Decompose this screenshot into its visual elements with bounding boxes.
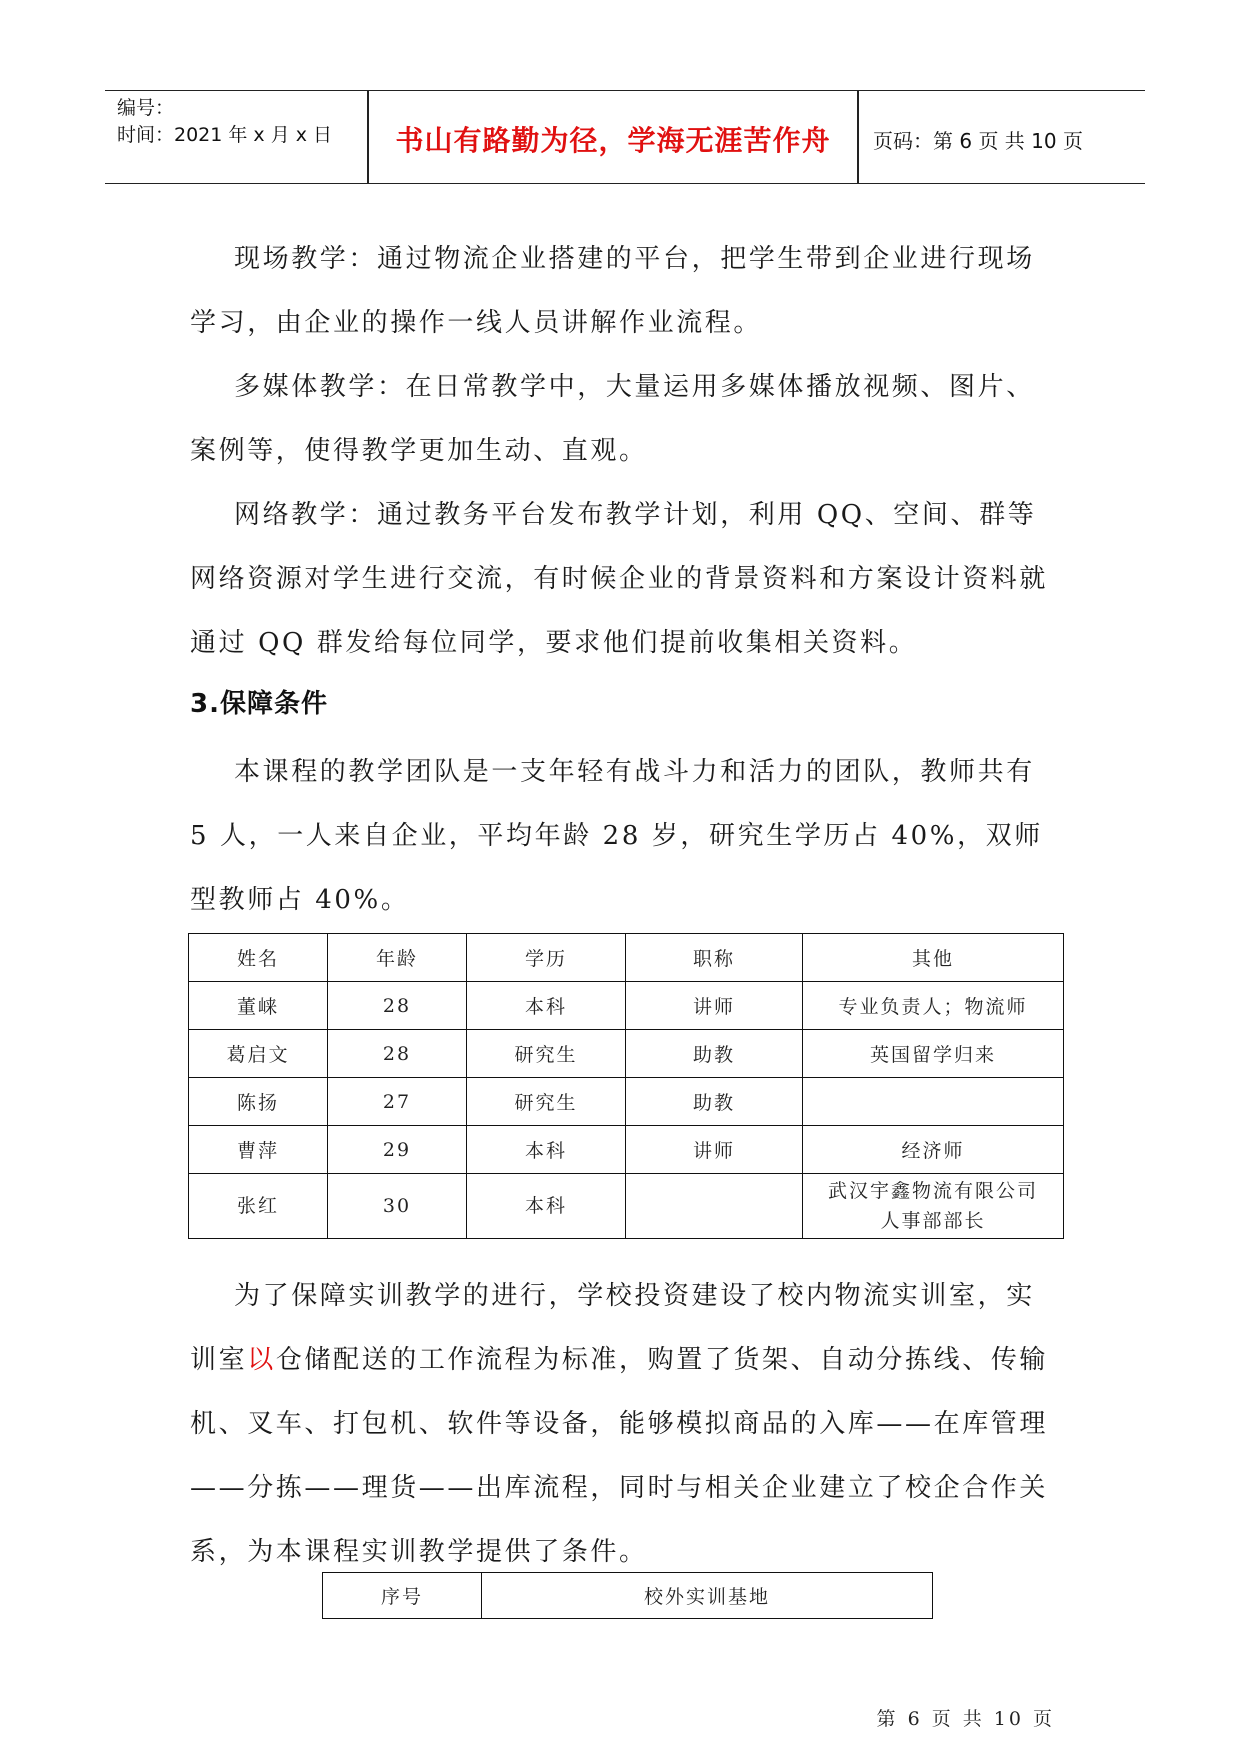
table-cell [626,1174,803,1239]
table-header-cell: 序号 [323,1573,482,1619]
table-header-cell: 学历 [467,934,626,982]
page-header [105,90,1145,184]
table-row [189,1030,1064,1078]
table-row [189,982,1064,1030]
table-cell: 葛启文 [189,1030,328,1078]
table-cell: 28 [328,982,467,1030]
header-divider [857,91,859,183]
table-cell: 讲师 [626,982,803,1030]
table-cell: 助教 [626,1030,803,1078]
table-header-cell: 职称 [626,934,803,982]
table-header-row [189,934,1064,982]
paragraph-team: 本课程的教学团队是一支年轻有战斗力和活力的团队，教师共有 5 人，一人来自企业，平均年龄 28 岁，研究生学历占 40%，双师型教师占 40%。 [190,757,1043,915]
table-header-cell: 校外实训基地 [482,1573,933,1619]
table-cell: 英国留学归来 [803,1030,1064,1078]
table-header-row [323,1573,933,1619]
text-segment: 仓储配送的工作流程为标准，购置了货架、自动分拣线、传输机、叉车、打包机、软件等设备，能够模拟商品的入库——在库管理——分拣——理货——出库流程，同时与相关企业建立了校企合作关系，为本课程实训教学提供了条件。 [190,1345,1049,1567]
cell-line: 人事部部长 [880,1210,986,1232]
table-header-cell: 年龄 [328,934,467,982]
table-cell: 27 [328,1078,467,1126]
paragraph-onsite-teaching: 现场教学：通过物流企业搭建的平台，把学生带到企业进行现场学习，由企业的操作一线人员讲解作业流程。 [190,244,1035,338]
highlighted-text: 以 [247,1345,276,1375]
paragraph-training-room [190,1264,1060,1584]
text-segment: 为了保障实训教学的进行，学校投资建设了校内物流实训室，实训室 [190,1281,1035,1375]
cell-line: 武汉宇鑫物流有限公司 [827,1180,1038,1202]
header-motto: 书山有路勤为径，学海无涯苦作舟 [395,124,831,157]
table-cell: 本科 [467,1126,626,1174]
table-cell: 董崃 [189,982,328,1030]
table-cell: 研究生 [467,1030,626,1078]
table-cell: 本科 [467,1174,626,1239]
page-footer: 第 6 页 共 10 页 [876,1708,1055,1730]
table-cell: 张红 [189,1174,328,1239]
table-cell: 30 [328,1174,467,1239]
table-row [189,1126,1064,1174]
training-base-table [322,1572,933,1619]
table-cell: 本科 [467,982,626,1030]
table-header-cell: 其他 [803,934,1064,982]
paragraph-network-teaching: 网络教学：通过教务平台发布教学计划，利用 QQ、空间、群等网络资源对学生进行交流，有时候企业的背景资料和方案设计资料就通过 QQ 群发给每位同学，要求他们提前收集相关资料。 [190,500,1049,658]
staff-table [188,933,1064,1239]
paragraph-multimedia-teaching: 多媒体教学：在日常教学中，大量运用多媒体播放视频、图片、案例等，使得教学更加生动、直观。 [190,372,1035,466]
table-cell: 28 [328,1030,467,1078]
table-cell: 经济师 [803,1126,1064,1174]
table-cell: 研究生 [467,1078,626,1126]
table-cell [803,1078,1064,1126]
section-title: 3.保障条件 [190,689,328,719]
table-header-cell: 姓名 [189,934,328,982]
table-cell: 讲师 [626,1126,803,1174]
table-row [189,1078,1064,1126]
table-row [189,1174,1064,1239]
header-page-number: 页码：第 6 页 共 10 页 [873,129,1083,153]
header-meta [117,95,332,149]
table-cell: 专业负责人；物流师 [803,982,1064,1030]
table-cell-multiline [803,1174,1064,1239]
table-cell: 曹萍 [189,1126,328,1174]
table-cell: 助教 [626,1078,803,1126]
table-cell: 陈扬 [189,1078,328,1126]
table-cell: 29 [328,1126,467,1174]
doc-time-label: 时间：2021 年 x 月 x 日 [117,124,333,146]
doc-number-label: 编号： [117,97,175,119]
